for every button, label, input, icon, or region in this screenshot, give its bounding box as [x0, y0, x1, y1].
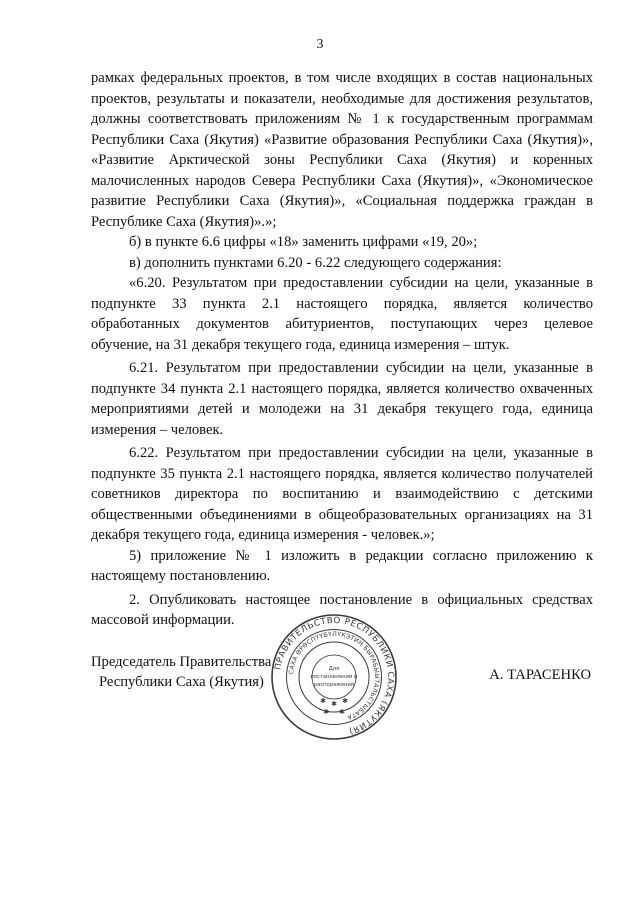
- signatory-title-line1: Председатель Правительства: [91, 654, 272, 670]
- document-body: [91, 68, 593, 631]
- stamp-star-icon: ✱: [323, 708, 329, 716]
- paragraph-6-20: «6.20. Результатом при предоставлении субсидии на цели, указанные в подпункте 33 пункта 2.1 настоящего порядка, является количество обработанных документов абитуриентов, поступающих через целевое обучение, на 31 декабря текущего года, единица измерения – штук.: [91, 275, 593, 353]
- stamp-inner-text: САХА ӨРӨСПҮҮБҮЛҮКЭТИН БЫРАБЫЫТАЛЬСТЫБАТА: [288, 630, 381, 721]
- paragraph-6-22: 6.22. Результатом при предоставлении субсидии на цели, указанные в подпункте 35 пункта 2.1 настоящего порядка, является количество получателей советников директора по воспитанию и взаимодействию с детскими общественными объединениями в общеобразовательных организациях на 31 декабря текущего года, единица измерения - человек.»;: [91, 445, 593, 543]
- page-number: 3: [316, 37, 324, 52]
- official-stamp: [269, 612, 399, 742]
- stamp-center-line2: постановлений и: [310, 674, 358, 680]
- paragraph-item-5: 5) приложение № 1 изложить в редакции согласно приложению к настоящему постановлению.: [91, 547, 593, 584]
- signatory-title: [91, 652, 271, 692]
- signatory-title-line2: Республики Саха (Якутия): [99, 674, 264, 690]
- stamp-center-line3: распоряжений: [313, 682, 355, 688]
- paragraph-item-v: в) дополнить пунктами 6.20 - 6.22 следующего содержания:: [129, 254, 502, 271]
- stamp-star-icon: ✱: [331, 700, 337, 708]
- stamp-center-line1: Для: [328, 666, 340, 672]
- signatory-name: А. ТАРАСЕНКО: [489, 667, 591, 683]
- paragraph-item-b: б) в пункте 6.6 цифры «18» заменить цифрами «19, 20»;: [129, 234, 478, 250]
- stamp-star-icon: ✱: [320, 697, 326, 705]
- stamp-star-icon: ✱: [342, 697, 348, 705]
- stamp-outer-text: ПРАВИТЕЛЬСТВО РЕСПУБЛИКИ САХА (ЯКУТИЯ): [273, 615, 396, 736]
- paragraph-6-21: 6.21. Результатом при предоставлении субсидии на цели, указанные в подпункте 34 пункта 2.1 настоящего порядка, является количество охваченных мероприятиями детей и молодежи на 31 декабря текущего года, единица измерения – человек.: [91, 360, 593, 438]
- paragraph-publish: 2. Опубликовать настоящее постановление в официальных средствах массовой информации.: [91, 591, 593, 628]
- paragraph-continuation: рамках федеральных проектов, в том числе входящих в состав национальных проектов, результаты и показатели, необходимые для достижения результатов, должны соответствовать приложениям № 1 к государственным программам Республики Саха (Якутия) «Развитие образования Республики Саха (Якутия)», «Развитие Арктической зоны Республики Саха (Якутия) и коренных малочисленных народов Севера Республики Саха (Якутия)», «Экономическое развитие Республики Саха (Якутия)», «Социальная поддержка граждан в Республике Саха (Якутия)».»;: [91, 70, 593, 230]
- stamp-star-icon: ✱: [339, 708, 345, 716]
